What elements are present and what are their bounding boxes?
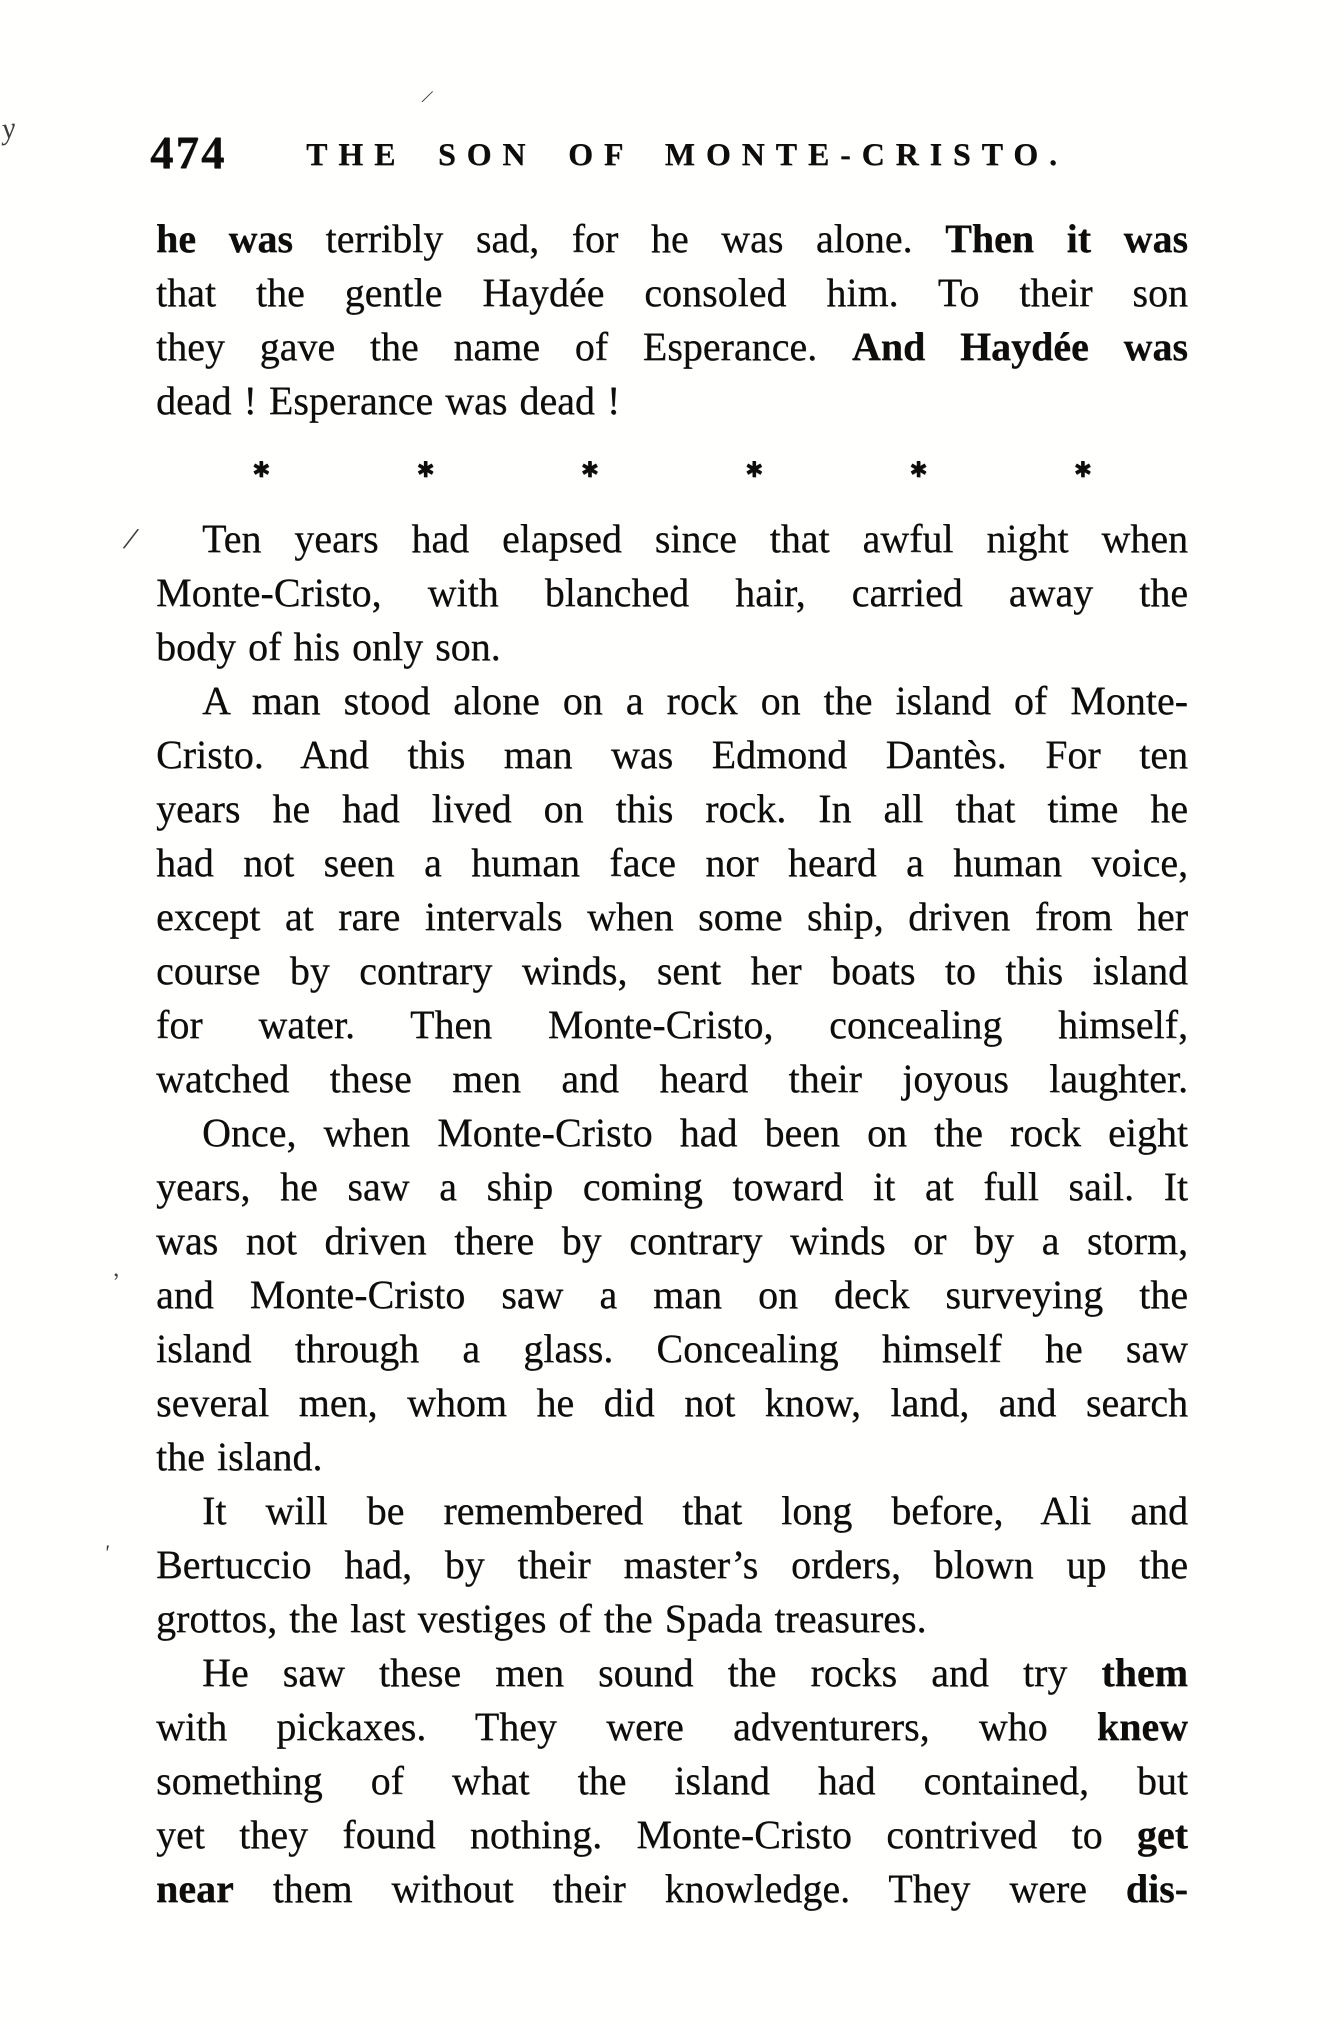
text-line	[156, 212, 1188, 266]
stray-mark: /	[420, 85, 433, 109]
text-segment: Cristo. And this man was Edmond Dantès. For ten	[156, 732, 1188, 777]
text-segment: grottos, the last vestiges of the Spada treasures.	[156, 1596, 927, 1641]
text-line	[156, 374, 1188, 428]
text-segment: Ten years had elapsed since that awful night when	[202, 516, 1188, 561]
text-segment: he was	[156, 216, 293, 261]
text-segment: they gave the name of Esperance.	[156, 324, 852, 369]
text-segment: He saw these men sound the rocks and try	[202, 1650, 1102, 1695]
text-segment: them without their knowledge. They were	[233, 1866, 1126, 1911]
text-line	[156, 1268, 1188, 1322]
text-segment: was not driven there by contrary winds or by a storm,	[156, 1218, 1188, 1263]
text-segment: island through a glass. Concealing himself he saw	[156, 1326, 1188, 1371]
text-segment: dead ! Esperance was dead !	[156, 378, 621, 423]
text-line	[156, 266, 1188, 320]
stray-mark: ,	[109, 1255, 121, 1283]
text-line	[156, 1754, 1188, 1808]
text-segment: Monte-Cristo, with blanched hair, carried away the	[156, 570, 1188, 615]
text-segment: It will be remembered that long before, Ali and	[202, 1488, 1188, 1533]
text-block	[156, 212, 1188, 1916]
text-segment: several men, whom he did not know, land, and search	[156, 1380, 1188, 1425]
text-segment: A man stood alone on a rock on the island of Monte-	[202, 678, 1188, 723]
text-line	[156, 1052, 1188, 1106]
text-segment: yet they found nothing. Monte-Cristo contrived to	[156, 1812, 1137, 1857]
text-line	[156, 1214, 1188, 1268]
text-segment: that the gentle Haydée consoled him. To their son	[156, 270, 1188, 315]
stray-mark: '	[104, 1540, 109, 1565]
text-line	[156, 620, 1188, 674]
text-line	[156, 674, 1188, 728]
page-header	[150, 126, 1188, 190]
text-line	[156, 944, 1188, 998]
text-segment: get	[1136, 1812, 1188, 1857]
text-segment: except at rare intervals when some ship, driven from her	[156, 894, 1188, 939]
text-segment: and Monte-Cristo saw a man on deck surveying the	[156, 1272, 1188, 1317]
text-line	[156, 998, 1188, 1052]
text-line	[156, 1160, 1188, 1214]
text-line	[156, 1646, 1188, 1700]
text-line	[156, 1538, 1188, 1592]
text-line	[156, 1484, 1188, 1538]
text-segment: course by contrary winds, sent her boats to this island	[156, 948, 1188, 993]
text-segment: for water. Then Monte-Cristo, concealing himself,	[156, 1002, 1188, 1047]
text-segment: Then it was	[945, 216, 1188, 261]
asterisk-icon: ✱	[1073, 457, 1092, 483]
asterisk-icon: ✱	[252, 457, 271, 483]
text-segment: Once, when Monte-Cristo had been on the rock eight	[202, 1110, 1188, 1155]
text-segment: terribly sad, for he was alone.	[293, 216, 946, 261]
asterisk-separator	[156, 428, 1188, 512]
text-line	[156, 512, 1188, 566]
text-segment: them	[1101, 1650, 1188, 1695]
text-segment: knew	[1096, 1704, 1188, 1749]
page-number: 474	[150, 127, 227, 179]
stray-mark: y	[0, 111, 18, 146]
text-segment: near	[156, 1866, 234, 1911]
text-line	[156, 1322, 1188, 1376]
text-segment: had not seen a human face nor heard a human voice,	[156, 840, 1188, 885]
text-line	[156, 1592, 1188, 1646]
text-segment: And Haydée was	[851, 324, 1188, 369]
text-line	[156, 1430, 1188, 1484]
stray-mark: /	[123, 519, 139, 557]
text-line	[156, 1376, 1188, 1430]
text-segment: the island.	[156, 1434, 323, 1479]
text-line	[156, 1862, 1188, 1916]
asterisk-icon: ✱	[909, 457, 928, 483]
text-segment: years he had lived on this rock. In all that time he	[156, 786, 1188, 831]
text-line	[156, 890, 1188, 944]
asterisk-icon: ✱	[580, 457, 600, 483]
text-segment: body of his only son.	[156, 624, 501, 669]
text-segment: dis-	[1125, 1866, 1188, 1911]
text-line	[156, 728, 1188, 782]
text-segment: Bertuccio had, by their master’s orders, blown up the	[156, 1542, 1188, 1587]
text-line	[156, 836, 1188, 890]
text-line	[156, 566, 1188, 620]
asterisk-icon: ✱	[416, 457, 435, 483]
text-segment: watched these men and heard their joyous laughter.	[156, 1056, 1188, 1101]
text-line	[156, 320, 1188, 374]
text-line	[156, 782, 1188, 836]
text-line	[156, 1808, 1188, 1862]
text-segment: years, he saw a ship coming toward it at full sail. It	[156, 1164, 1188, 1209]
text-segment: with pickaxes. They were adventurers, who	[156, 1704, 1097, 1749]
text-line	[156, 1700, 1188, 1754]
text-segment: something of what the island had contained, but	[156, 1758, 1188, 1803]
running-title: THE SON OF MONTE-CRISTO.	[306, 136, 1068, 172]
asterisk-icon: ✱	[744, 457, 764, 483]
text-line	[156, 1106, 1188, 1160]
